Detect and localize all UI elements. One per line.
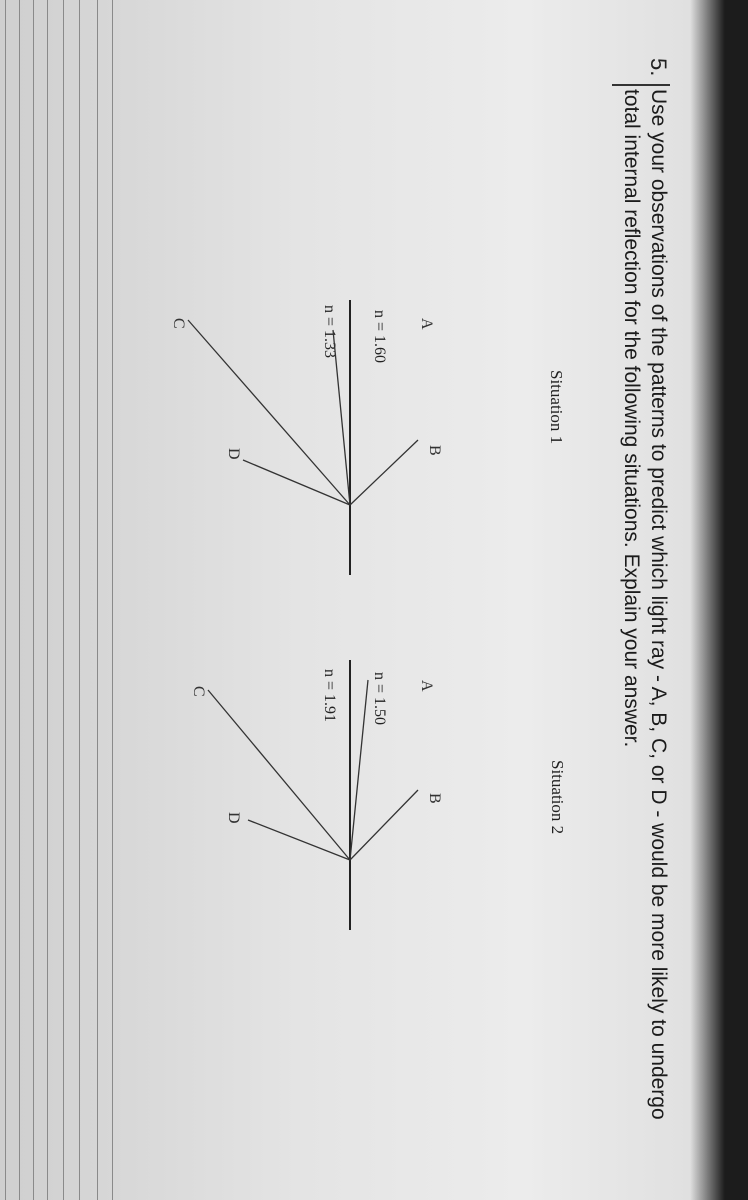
situation-2-ray-label-d: D	[225, 812, 242, 824]
answer-line	[33, 0, 34, 1200]
situation-2-top-medium: n = 1.50	[371, 672, 388, 726]
answer-line	[5, 0, 6, 1200]
situation-2-title: Situation 2	[548, 760, 567, 835]
situation-1-top-medium: n = 1.60	[371, 310, 388, 364]
situation-2-ray-label-c: C	[190, 686, 207, 697]
situation-1-title: Situation 1	[547, 370, 566, 445]
situation-2-ray-b	[350, 790, 418, 860]
answer-line	[79, 0, 80, 1200]
situation-1-ray-label-c: C	[170, 318, 187, 329]
situation-2-rays	[208, 680, 418, 860]
situation-2-ray-c	[208, 690, 350, 860]
question-number: 5.	[646, 58, 671, 77]
situation-2-ray-a	[350, 680, 368, 860]
answer-line	[63, 0, 64, 1200]
situation-1-ray-c	[188, 320, 350, 505]
answer-line	[112, 0, 113, 1200]
situation-2-ray-d	[248, 820, 350, 860]
situation-1-ray-b	[350, 440, 418, 505]
question-text: Use your observations of the patterns to predict which light ray - A, B, C, or D - would be more likely to undergo total internal reflection for the following situations. Explain your answer.	[620, 89, 670, 1120]
answer-line	[47, 0, 48, 1200]
situation-1-bottom-medium: n = 1.33	[321, 305, 338, 359]
situation-1-ray-label-b: B	[426, 445, 443, 456]
situation-1-rays	[188, 320, 418, 505]
situation-1-ray-label-a: A	[418, 318, 435, 330]
situation-1-ray-a	[333, 330, 350, 505]
answer-line	[19, 0, 20, 1200]
situation-2-ray-label-a: A	[418, 680, 435, 692]
situation-1-ray-label-d: D	[225, 448, 242, 460]
situation-2-ray-label-b: B	[426, 793, 443, 804]
situation-1-ray-d	[243, 460, 350, 505]
situation-2-bottom-medium: n = 1.91	[321, 669, 338, 723]
answer-line	[97, 0, 98, 1200]
